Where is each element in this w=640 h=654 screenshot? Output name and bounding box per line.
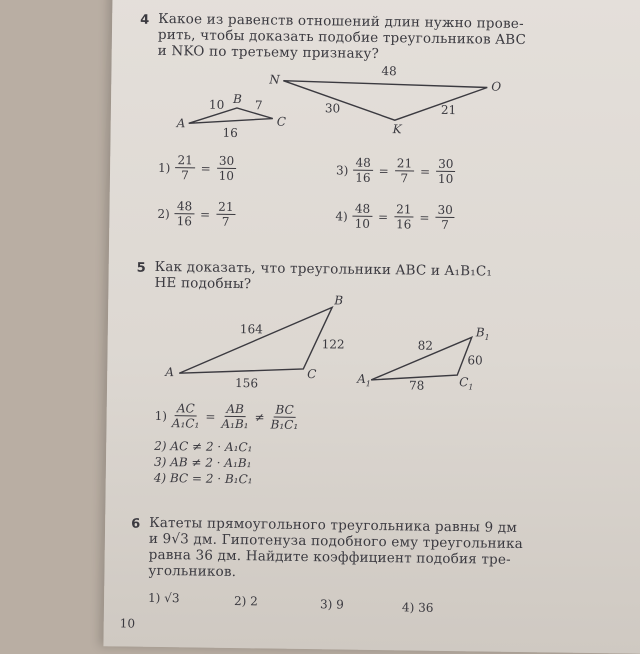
- problem-4-option-3[interactable]: 3) $\frac{48}{16}$ = $\frac{21}{7}$ = $\frac{30}{10}$: [335, 155, 454, 187]
- tri2-side-nk: 30: [324, 101, 341, 116]
- tri1-label-a: A: [176, 116, 186, 131]
- problem-6-option-1[interactable]: 1) √3: [148, 590, 180, 606]
- tri3-side-bc: 122: [321, 337, 345, 352]
- problem-4-number: 4: [140, 12, 150, 28]
- triangle-abc-large: [179, 305, 332, 375]
- problem-6-option-2[interactable]: 2) 2: [233, 594, 258, 609]
- problem-4-text-line1: Какое из равенств отношений длин нужно прове-: [158, 10, 524, 33]
- problem-5-option-2[interactable]: 2) AC ≠ 2 · A₁C₁: [154, 438, 253, 455]
- problem-6-text-line1: Катеты прямоугольного треугольника равны 9 дм: [149, 514, 518, 536]
- problem-5-text-line1: Как доказать, что треугольники ABC и A₁B₁C₁: [154, 258, 493, 280]
- problem-4-text-line2: рить, чтобы доказать подобие треугольников ABC: [157, 26, 527, 49]
- tri1-side-ac: 16: [222, 125, 238, 141]
- tri3-label-c: C: [307, 367, 317, 382]
- problem-6-text-line4: угольников.: [148, 562, 237, 581]
- problem-5-figure: [107, 236, 640, 404]
- tri3-label-a: A: [165, 365, 175, 380]
- problem-4-option-4[interactable]: 4) $\frac{48}{10}$ = $\frac{21}{16}$ = $\frac{30}{7}$: [335, 201, 453, 232]
- tri1-label-b: B: [232, 91, 242, 107]
- problem-5-option-4[interactable]: 4) BC = 2 · B₁C₁: [153, 470, 253, 487]
- tri4-label-a1: $A_1$: [357, 371, 371, 389]
- page-number: 10: [119, 616, 136, 631]
- tri1-label-c: C: [276, 114, 287, 129]
- tri4-side-ac: 78: [408, 378, 425, 393]
- tri2-side-no: 48: [381, 64, 397, 79]
- problem-6-number: 6: [131, 516, 141, 532]
- tri2-label-k: K: [392, 122, 402, 137]
- tri4-label-c1: $C_1$: [459, 375, 474, 392]
- problem-4-option-2[interactable]: 2) $\frac{48}{16}$ = $\frac{21}{7}$: [157, 199, 234, 229]
- problem-5-text-line2: НЕ подобны?: [154, 274, 252, 293]
- problem-6-text-line3: равна 36 дм. Найдите коэффициент подобия тре-: [148, 546, 511, 568]
- tri3-label-b: B: [334, 293, 344, 308]
- problem-6-option-4[interactable]: 4) 36: [401, 600, 434, 615]
- tri2-label-o: O: [491, 79, 502, 94]
- problem-5-number: 5: [136, 260, 146, 276]
- problem-6-option-3[interactable]: 3) 9: [319, 597, 344, 612]
- problem-5-option-3[interactable]: 3) AB ≠ 2 · A₁B₁: [153, 454, 252, 471]
- tri1-side-ab: 10: [208, 97, 225, 112]
- tri4-side-bc: 60: [467, 353, 483, 368]
- triangle-nko: [283, 81, 488, 122]
- tri2-side-ko: 21: [440, 102, 457, 118]
- problem-6-text-line2: и 9√3 дм. Гипотенуза подобного ему треугольника: [148, 530, 524, 553]
- problem-5-option-1[interactable]: 1) $\frac{AC}{\text{A₁C₁}}$ = $\frac{AB}{\text{A₁B₁}}$ ≠ $\frac{BC}{\text{B₁C₁}}$: [154, 401, 299, 432]
- tri1-side-bc: 7: [254, 98, 263, 113]
- tri2-label-n: N: [269, 72, 280, 87]
- tri4-label-b1: $B_1$: [475, 325, 490, 342]
- tri4-side-ab: 82: [417, 338, 434, 353]
- tri3-side-ab: 164: [239, 322, 263, 337]
- problem-4-option-1[interactable]: 1) $\frac{21}{7}$ = $\frac{30}{10}$: [158, 153, 235, 183]
- problem-4-text-line3: и NKO по третьему признаку?: [157, 42, 380, 62]
- textbook-page: [103, 0, 640, 654]
- tri3-side-ac: 156: [235, 376, 259, 391]
